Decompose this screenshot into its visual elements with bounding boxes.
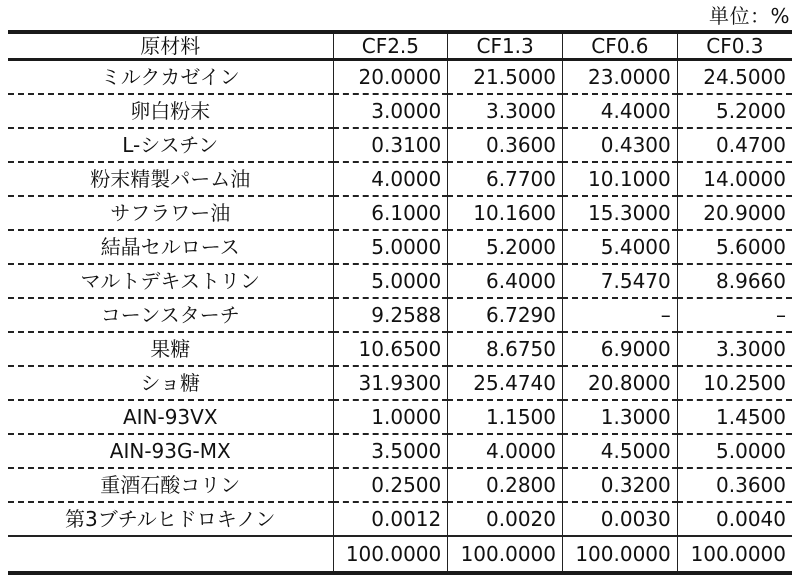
header-cf0-3: CF0.3	[677, 32, 792, 60]
row-value: 5.0000	[333, 264, 448, 298]
row-value: 14.0000	[677, 162, 792, 196]
row-value: –	[563, 298, 678, 332]
total-value: 100.0000	[448, 536, 563, 573]
row-value: 0.3200	[563, 468, 678, 502]
table-row	[8, 264, 792, 298]
table-row	[8, 502, 792, 536]
row-value: 20.8000	[563, 366, 678, 400]
row-value: 0.2500	[333, 468, 448, 502]
row-value: 4.0000	[333, 162, 448, 196]
row-value: 6.7290	[448, 298, 563, 332]
row-value: 6.1000	[333, 196, 448, 230]
table-footer	[8, 536, 792, 573]
table-row	[8, 196, 792, 230]
table-row	[8, 162, 792, 196]
row-value: 5.6000	[677, 230, 792, 264]
row-value: 23.0000	[563, 60, 678, 95]
row-name: 粉末精製パーム油	[90, 167, 251, 191]
table-row	[8, 128, 792, 162]
row-value: 3.5000	[333, 434, 448, 468]
row-value: 0.3600	[677, 468, 792, 502]
row-value: 0.0020	[448, 502, 563, 536]
row-value: 8.9660	[677, 264, 792, 298]
row-value: 9.2588	[333, 298, 448, 332]
row-value: 0.0030	[563, 502, 678, 536]
row-value: 10.6500	[333, 332, 448, 366]
row-value: 0.4700	[677, 128, 792, 162]
total-row	[8, 536, 792, 573]
row-name: L-シスチン	[122, 133, 219, 157]
table-row	[8, 434, 792, 468]
row-value: 3.0000	[333, 94, 448, 128]
row-value: 6.7700	[448, 162, 563, 196]
table-row	[8, 332, 792, 366]
row-name: マルトデキストリン	[80, 269, 261, 293]
row-name: 結晶セルロース	[100, 235, 240, 259]
row-value: 0.3100	[333, 128, 448, 162]
row-value: 10.1000	[563, 162, 678, 196]
table-row	[8, 468, 792, 502]
row-name: 重酒石酸コリン	[100, 473, 241, 497]
header-row	[8, 32, 792, 60]
row-value: 0.4300	[563, 128, 678, 162]
row-value: 6.4000	[448, 264, 563, 298]
header-cf1-3: CF1.3	[448, 32, 563, 60]
table-row	[8, 230, 792, 264]
unit-label: 単位：%	[708, 4, 790, 28]
row-name: 第3ブチルヒドロキノン	[64, 507, 276, 531]
row-value: 1.4500	[677, 400, 792, 434]
row-value: 20.0000	[333, 60, 448, 95]
table-body	[8, 60, 792, 537]
row-value: 1.3000	[563, 400, 678, 434]
row-name: AIN-93G-MX	[109, 439, 231, 463]
row-value: 0.3600	[448, 128, 563, 162]
row-value: 24.5000	[677, 60, 792, 95]
total-value: 100.0000	[333, 536, 448, 573]
row-value: 7.5470	[563, 264, 678, 298]
header-ingredient: 原材料	[140, 34, 201, 58]
row-value: 3.3000	[677, 332, 792, 366]
row-value: 25.4740	[448, 366, 563, 400]
row-value: 0.0012	[333, 502, 448, 536]
header-cf2-5: CF2.5	[333, 32, 448, 60]
table-row	[8, 400, 792, 434]
row-value: 1.1500	[448, 400, 563, 434]
row-name: 卵白粉末	[130, 99, 211, 123]
row-value: 15.3000	[563, 196, 678, 230]
row-value: 31.9300	[333, 366, 448, 400]
total-value: 100.0000	[677, 536, 792, 573]
row-value: 6.9000	[563, 332, 678, 366]
row-value: –	[677, 298, 792, 332]
row-value: 8.6750	[448, 332, 563, 366]
row-value: 3.3000	[448, 94, 563, 128]
row-value: 10.2500	[677, 366, 792, 400]
total-value: 100.0000	[563, 536, 678, 573]
row-value: 4.0000	[448, 434, 563, 468]
row-value: 5.2000	[677, 94, 792, 128]
table-header	[8, 32, 792, 60]
row-value: 5.0000	[333, 230, 448, 264]
row-value: 21.5000	[448, 60, 563, 95]
row-value: 10.1600	[448, 196, 563, 230]
table-row	[8, 298, 792, 332]
total-label-cell	[8, 536, 333, 573]
table-row	[8, 60, 792, 95]
row-value: 5.2000	[448, 230, 563, 264]
row-name: 果糖	[150, 337, 191, 361]
table-row	[8, 94, 792, 128]
row-value: 0.0040	[677, 502, 792, 536]
row-value: 5.0000	[677, 434, 792, 468]
row-value: 4.5000	[563, 434, 678, 468]
row-name: ミルクカゼイン	[100, 65, 240, 89]
row-name: コーンスターチ	[100, 303, 240, 327]
row-name: サフラワー油	[110, 201, 231, 225]
row-value: 1.0000	[333, 400, 448, 434]
header-cf0-6: CF0.6	[563, 32, 678, 60]
table-row	[8, 366, 792, 400]
row-name: ショ糖	[140, 371, 201, 395]
row-value: 4.4000	[563, 94, 678, 128]
row-value: 0.2800	[448, 468, 563, 502]
ingredients-table	[8, 30, 792, 575]
row-value: 5.4000	[563, 230, 678, 264]
row-value: 20.9000	[677, 196, 792, 230]
row-name: AIN-93VX	[122, 405, 218, 429]
